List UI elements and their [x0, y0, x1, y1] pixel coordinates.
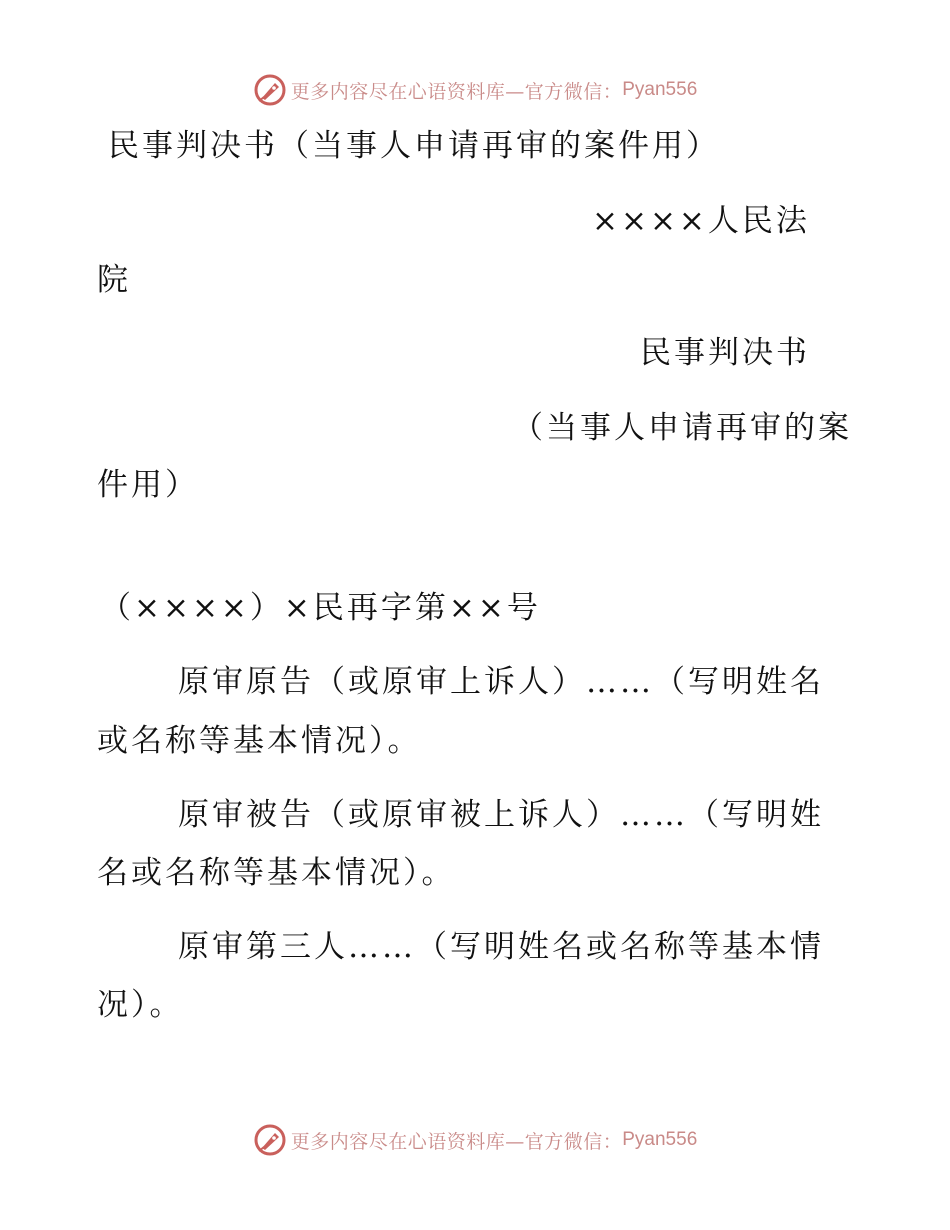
party-paragraph-3-line-1: 原审第三人……（写明姓名或名称等基本情	[178, 929, 824, 965]
party-paragraph-2-line-2: 名或名称等基本情况）。	[97, 855, 456, 891]
court-name-line-1: ××××人民法	[592, 203, 810, 239]
party-paragraph-3-line-2: 况）。	[97, 987, 184, 1023]
case-type-line-1: （当事人申请再审的案	[512, 410, 852, 446]
document-heading: 民事判决书（当事人申请再审的案件用）	[108, 128, 720, 164]
watermark-wechat-id: Pyan556	[622, 79, 698, 100]
footer-watermark	[0, 1120, 950, 1160]
judgment-title: 民事判决书	[640, 335, 810, 371]
watermark-text: 更多内容尽在心语资料库—官方微信：	[290, 1130, 623, 1153]
pen-nib-logo-icon	[253, 1123, 287, 1157]
header-watermark	[0, 70, 950, 110]
court-name-line-2: 院	[97, 262, 131, 298]
case-number: （××××）×民再字第××号	[100, 590, 541, 626]
watermark-text: 更多内容尽在心语资料库—官方微信：	[290, 80, 623, 103]
party-paragraph-1-line-2: 或名称等基本情况）。	[97, 723, 422, 759]
pen-nib-logo-icon	[253, 73, 287, 107]
case-type-line-2: 件用）	[97, 467, 199, 503]
party-paragraph-2-line-1: 原审被告（或原审被上诉人）……（写明姓	[178, 797, 824, 833]
party-paragraph-1-line-1: 原审原告（或原审上诉人）……（写明姓名	[178, 664, 824, 700]
watermark-wechat-id: Pyan556	[622, 1129, 698, 1150]
